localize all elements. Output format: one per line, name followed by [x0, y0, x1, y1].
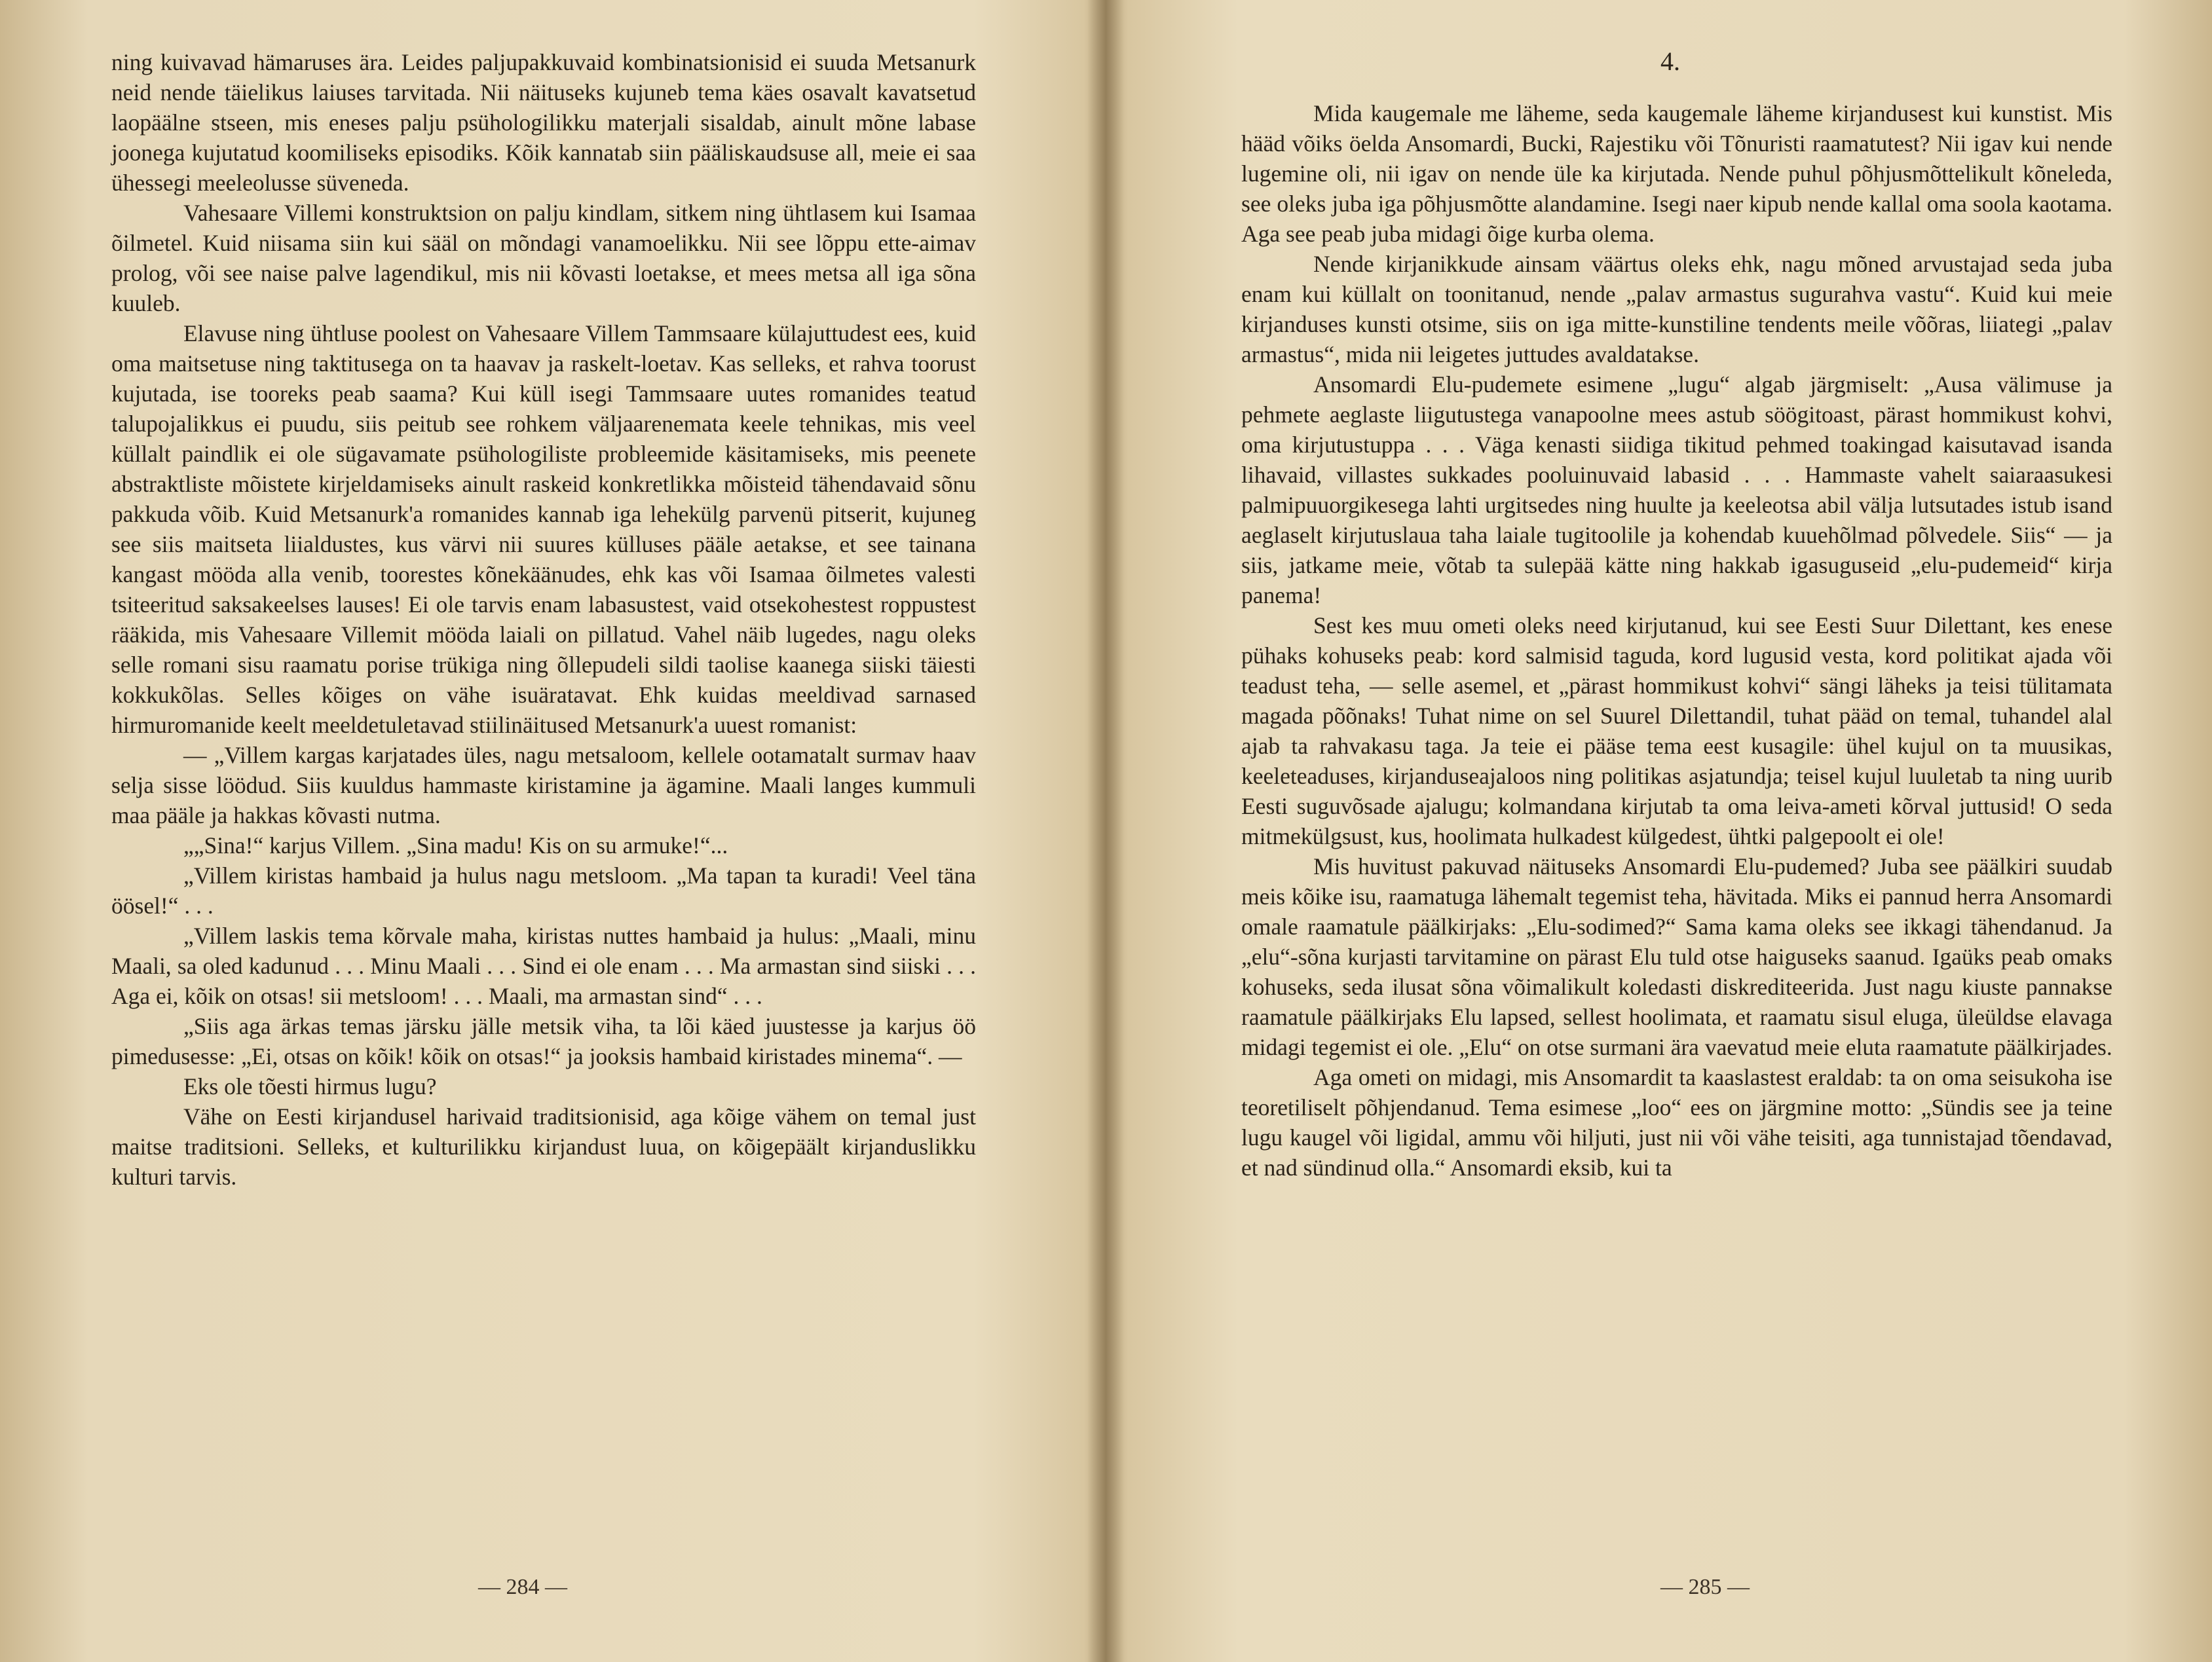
book-gutter	[1087, 0, 1124, 1662]
right-paragraph: Sest kes muu ometi oleks need kirjutanud, kui see Eesti Suur Dilettant, kes enese pühaks kohuseks peab: kord salmisid taguda, kord lugusid vesta, kord politikat ajada või teadust teha, — selle asemel, et „pärast hommikust kohvi“ sängi läheks ja teisi tülitamata magada põõnaks! Tuhat nime on sel Suurel Dilettandil, tuhat pääd on temal, tuhandel alal ajab ta rahvakasu taga. Ja teie ei pääse tema eest kusagile: ühel kujul on ta muusikas, keeleteaduses, kirjanduseajaloos ning politikas asjatundja; teisel kujul luuletab ta ning uurib Eesti suguvõsade ajalugu; kolmandana kirjutab ta oma leiva-ameti kõrval juttusid! O seda mitmekülgsust, kus, hoolimata hulkadest külgedest, ühtki palgepoolt ei ole!	[1241, 612, 2112, 849]
left-page	[111, 0, 1055, 1662]
right-page	[1241, 0, 2184, 1662]
left-quote-paragraph: „Siis aga ärkas temas järsku jälle metsik viha, ta lõi käed juustesse ja karjus öö pimedusesse: „Ei, otsas on kõik! kõik on otsas!“ ja jooksis hambaid kiristades minema“. —	[111, 1013, 976, 1069]
left-page-number: — 284 —	[478, 1575, 567, 1599]
left-paragraph: Eks ole tõesti hirmus lugu?	[183, 1073, 437, 1099]
chapter-number: 4.	[1660, 46, 1680, 76]
right-paragraph: Ansomardi Elu-pudemete esimene „lugu“ algab järgmiselt: „Ausa välimuse ja pehmete aeglaste liigutustega vanapoolne mees astub söögitoast, pärast hommikust kohvi, oma kirjutustuppa . . . Väga kenasti siidiga tikitud pehmed toakingad kaisutavad isanda lihavaid, villastes sukkades pooluinuvaid labasid . . . Hammaste vahelt saiaraasukesi palmipuuorgikesega lahti urgitsedes ning huulte ja keeleotsa abil välja lutsutades istub isand aeglaselt kirjutuslaua taha laiale tugitoolile ja kohendab kuuehõlmad põlvedele. Siis“ — ja siis, jatkame meie, võtab ta sulepää kätte ning hakkab igasuguseid „elu-pudemeid“ kirja panema!	[1241, 371, 2112, 608]
right-paragraph: Aga ometi on midagi, mis Ansomardit ta kaaslastest eraldab: ta on oma seisukoha ise teoretiliselt põhjendanud. Tema esimese „loo“ ees on järgmine motto: „Sündis see ja teine lugu kaugel või ligidal, ammu või hiljuti, just nii või vähe teisiti, aga tunnistajad tõendavad, et nad sündinud olla.“ Ansomardi eksib, kui ta	[1241, 1064, 2112, 1181]
left-page-text	[111, 47, 976, 1192]
left-paragraph: ning kuivavad hämaruses ära. Leides paljupakkuvaid kombinatsionisid ei suuda Metsanurk neid nende täielikus laiuses tarvitada. Nii näituseks kujuneb tema käes osavalt kavatsetud laopäälne stseen, mis eneses palju psühologilikku materjali sisaldab, ainult mõne labase joonega kujutatud koomiliseks episodiks. Kõik kannatab siin pääliskaudsuse all, meie ei saa ühessegi meeleolusse süveneda.	[111, 49, 976, 196]
left-paragraph: Vähe on Eesti kirjandusel harivaid traditsionisid, aga kõige vähem on temal just maitse traditsioni. Selleks, et kulturilikku kirjandust luua, on kõigepäält kirjanduslikku kulturi tarvis.	[111, 1103, 976, 1190]
left-quote-paragraph: — „Villem kargas karjatades üles, nagu metsaloom, kellele ootamatalt surmav haav selja sisse löödud. Siis kuuldus hammaste kiristamine ja ägamine. Maali langes kummuli maa pääle ja hakkas kõvasti nutma.	[111, 742, 976, 828]
right-paragraph: Mis huvitust pakuvad näituseks Ansomardi Elu-pudemed? Juba see päälkiri suudab meis kõike isu, raamatuga lähemalt tegemist teha, hävitada. Miks ei pannud herra Ansomardi omale raamatule päälkirjaks: „Elu-sodimed?“ Sama kama oleks see ikkagi tähendanud. Ja „elu“-sõna kurjasti tarvitamine on pärast Elu tuld otse haiguseks saanud. Igaüks peab omaks kohuseks, seda ilusat sõna võimalikult koledasti diskrediteerida. Just nagu kiuste pannakse raamatule päälkirjaks Elu lapsed, sellest hoolimata, et raamatu sisul eluga, üleüldse elavaga midagi tegemist ei ole. „Elu“ on otse surmani ära vaevatud meie eluta raamatute päälkirjades.	[1241, 853, 2112, 1060]
right-page-number: — 285 —	[1660, 1575, 1750, 1599]
left-quote-paragraph: „Villem kiristas hambaid ja hulus nagu metsloom. „Ma tapan ta kuradi! Veel täna öösel!“ . . .	[111, 862, 976, 919]
left-paragraph: Elavuse ning ühtluse poolest on Vahesaare Villem Tammsaare külajuttudest ees, kuid oma maitsetuse ning taktitusega on ta haavav ja raskelt-loetav. Kas selleks, et rahva toorust kujutada, ise tooreks peab saama? Kui küll isegi Tammsaare uutes romanides teatud talupojalikkus ei puudu, siis peitub see rohkem väljaarenemata keele tehnikas, mis veel küllalt paindlik ei ole sügavamate psühologiliste probleemide käsitamiseks, mis peenete abstraktliste mõistete kirjeldamiseks ainult raskeid konkretlikka mõisteid tähendavaid sõnu pakkuda võib. Kuid Metsanurk'a romanides kannab iga lehekülg parvenü pitserit, kujuneg see siis maitseta liialdustes, kus värvi nii suures külluses pääle aetakse, et see tainana kangast mööda alla venib, toorestes kõnekäänudes, ehk kas või Isamaa õilmetes valesti tsiteeritud saksakeelses lauses! Ei ole tarvis enam labasustest, vaid otsekohestest roppustest rääkida, mis Vahesaare Villemit mööda laiali on pillatud. Vahel näib lugedes, nagu oleks selle romani sisu raamatu porise trükiga ning õllepudeli sildi taolise kaanega siiski täiesti kokkukõlas. Selles kõiges on vähe isuäratavat. Ehk kuidas meeldivad sarnased hirmuromanide keelt meeldetuletavad stiilinäitused Metsanurk'a uuest romanist:	[111, 320, 976, 738]
right-page-text	[1241, 98, 2112, 1183]
left-quote-paragraph: „„Sina!“ karjus Villem. „Sina madu! Kis on su armuke!“...	[183, 832, 728, 859]
left-quote-paragraph: „Villem laskis tema kõrvale maha, kiristas nuttes hambaid ja hulus: „Maali, minu Maali, sa oled kadunud . . . Minu Maali . . . Sind ei ole enam . . . Ma armastan sind siiski . . . Aga ei, kõik on otsas! sii metsloom! . . . Maali, ma armastan sind“ . . .	[111, 923, 976, 1009]
left-paragraph: Vahesaare Villemi konstruktsion on palju kindlam, sitkem ning ühtlasem kui Isamaa õilmetel. Kuid niisama siin kui sääl on mõndagi vanamoelikku. Nii see lõppu ette-aimav prolog, või see naise palve lagendikul, mis nii kõvasti loetakse, et mees metsa all iga sõna kuuleb.	[111, 200, 976, 316]
right-paragraph: Mida kaugemale me läheme, seda kaugemale läheme kirjandusest kui kunstist. Mis hääd võiks öelda Ansomardi, Bucki, Rajestiku või Tõnuristi raamatutest? Nii igav kui nende lugemine oli, nii igav on nende üle ka kirjutada. Nende puhul põhjusmõttelikult kõneleda, see oleks juba iga põhjusmõtte alandamine. Isegi naer kipub nende kallal oma soola kaotama. Aga see peab juba midagi õige kurba olema.	[1241, 100, 2112, 247]
right-paragraph: Nende kirjanikkude ainsam väärtus oleks ehk, nagu mõned arvustajad seda juba enam kui küllalt on toonitanud, nende „palav armastus sugurahva vastu“. Kuid kui meie kirjanduses kunsti otsime, siis on iga mitte-kunstiline tendents meile võõras, liiategi „palav armastus“, mida nii leigetes juttudes avaldatakse.	[1241, 251, 2112, 367]
